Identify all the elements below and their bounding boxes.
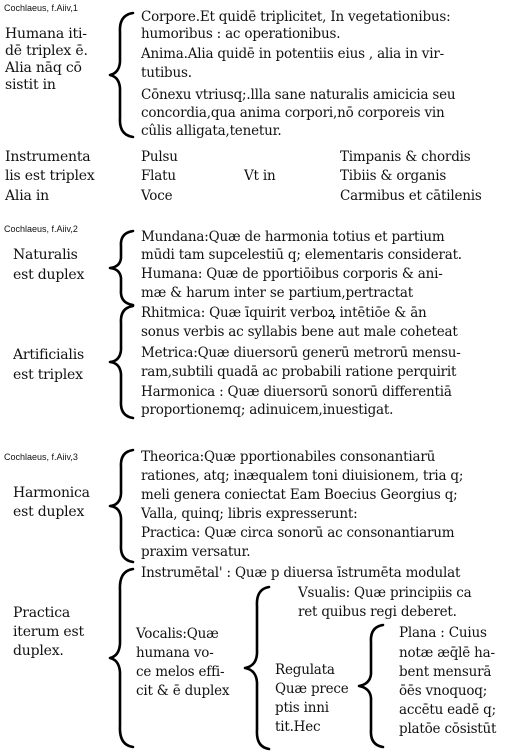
- plana-line-3: bent mensurā: [399, 664, 492, 680]
- artificialis-item-line-6: proportionemq; adinuicem,inuestigat.: [141, 402, 394, 418]
- brace-harmonica: [106, 447, 140, 565]
- artificialis-item-line-2: sonus verbis ac syllabis bene aut male coheteat: [141, 324, 458, 340]
- naturalis-item-line-1: Mundana:Quæ de harmonia totius et partium: [141, 229, 445, 245]
- humana-item-line-3: Anima.Alia quidē in potentiis eius , alia in vir-: [141, 46, 444, 62]
- instrumentalis-line: Instrumētal' : Quæ p diuersa īstrumēta modulat: [141, 565, 461, 581]
- brace-naturalis: [106, 228, 140, 308]
- vocalis-line-3: ce melos effi-: [136, 664, 225, 680]
- vsualis-line-2: ret quibus regi deberet.: [298, 604, 457, 620]
- harmonica-item-line-2: rationes, atq; inæqualem toni diuisionem, tria q;: [141, 468, 464, 484]
- humana-item-line-7: cûlis alligata,tenetur.: [141, 123, 282, 139]
- harmonica-item-line-1: Theorica:Quæ pportionabiles consonantiarū: [141, 449, 436, 465]
- naturalis-item-line-4: mæ & harum inter se partium,pertractat: [141, 285, 413, 301]
- harmonica-item-line-6: praxim versatur.: [141, 544, 251, 560]
- humana-heading-line-1: Humana iti-: [5, 26, 87, 42]
- artificialis-heading-line-1: Artificialis: [13, 347, 84, 363]
- brace-regulata: [354, 622, 390, 750]
- regulata-line-4: tit.Hec: [275, 719, 321, 735]
- humana-heading-line-2: dē triplex ē.: [5, 43, 88, 59]
- artificialis-item-line-1: Rhitmica: Quæ īquirit verboꝝ intētiōe & ān: [141, 305, 427, 321]
- instrumenta-example-2: Tibiis & organis: [340, 168, 447, 184]
- harmonica-heading-line-1: Harmonica: [13, 485, 90, 501]
- naturalis-heading-line-2: est duplex: [13, 267, 85, 283]
- humana-item-line-1: Corpore.Et quidē triplicitet, In vegetationibus:: [141, 9, 451, 25]
- instrumenta-heading-line-2: lis est triplex: [5, 168, 95, 184]
- naturalis-item-line-3: Humana: Quæ de pportiōibus corporis & ani-: [141, 266, 443, 282]
- instrumenta-vt-in: Vt in: [244, 168, 276, 184]
- brace-vocalis: [240, 584, 276, 752]
- artificialis-item-line-5: Harmonica : Quæ diuersorū sonorū differentiā: [141, 384, 452, 400]
- naturalis-item-line-2: mūdi tam supcelestiū q; elementaris considerat.: [141, 247, 462, 263]
- plana-line-6: platōe cōsistūt: [399, 721, 497, 737]
- humana-heading-line-3: Alia nāq cō: [5, 60, 82, 76]
- instrumenta-example-1: Timpanis & chordis: [340, 149, 471, 165]
- instrumenta-heading-line-1: Instrumenta: [5, 149, 91, 165]
- regulata-line-2: Quæ prece: [275, 681, 349, 697]
- practica-heading-line-2: iterum est: [13, 624, 84, 640]
- instrumenta-means-3: Voce: [141, 188, 173, 204]
- plana-line-4: ōēs vnoquoq;: [399, 683, 488, 699]
- practica-heading-line-1: Practica: [13, 605, 70, 621]
- section-1-label: Cochlaeus, f.Aiiv,1: [4, 3, 78, 13]
- artificialis-item-line-4: ram,subtili quadā ac probabili ratione perquirit: [141, 364, 457, 380]
- humana-item-line-2: humoribus : ac operationibus.: [141, 26, 341, 42]
- vocalis-line-4: cit & ē duplex: [136, 683, 230, 699]
- harmonica-item-line-5: Practica: Quæ circa sonorū ac consonantiarum: [141, 525, 455, 541]
- instrumenta-means-2: Flatu: [141, 168, 176, 184]
- humana-item-line-5: Cōnexu vtriusq;.llla sane naturalis amicicia seu: [141, 87, 456, 103]
- plana-line-2: notæ æq̄lē ha-: [399, 645, 495, 661]
- vocalis-line-2: humana vo-: [136, 645, 214, 661]
- brace-artificialis: [106, 303, 140, 421]
- plana-line-5: accētu eadē q;: [399, 702, 496, 718]
- instrumenta-heading-line-3: Alia in: [5, 188, 49, 204]
- section-2-label: Cochlaeus, f.Aiiv,2: [4, 224, 78, 234]
- instrumenta-means-1: Pulsu: [141, 149, 178, 165]
- naturalis-heading-line-1: Naturalis: [13, 247, 78, 263]
- harmonica-heading-line-2: est duplex: [13, 504, 85, 520]
- artificialis-item-line-3: Metrica:Quæ diuersorū generū metrorū mensu-: [141, 345, 461, 361]
- vocalis-line-1: Vocalis:Quæ: [136, 626, 219, 642]
- vsualis-line-1: Vsualis: Quæ principiis ca: [298, 585, 472, 601]
- regulata-line-3: ptis inni: [275, 700, 329, 716]
- artificialis-heading-line-2: est triplex: [13, 367, 83, 383]
- harmonica-item-line-4: Valla, quinq; libris expresserunt:: [141, 506, 358, 522]
- humana-item-line-4: tutibus.: [141, 65, 192, 81]
- brace-humana: [106, 10, 140, 140]
- section-3-label: Cochlaeus, f.Aiiv,3: [4, 452, 78, 462]
- regulata-line-1: Regulata: [275, 662, 335, 678]
- harmonica-item-line-3: meli genera coniectat Eam Boecius Georgius q;: [141, 487, 458, 503]
- humana-heading-line-4: sistit in: [5, 77, 56, 93]
- plana-line-1: Plana : Cuius: [399, 625, 487, 641]
- instrumenta-example-3: Carmibus et cātilenis: [340, 188, 482, 204]
- practica-heading-line-3: duplex.: [13, 643, 64, 659]
- humana-item-line-6: concordia,qua anima corpori,nō corporeis vin: [141, 105, 445, 121]
- brace-practica: [106, 566, 140, 750]
